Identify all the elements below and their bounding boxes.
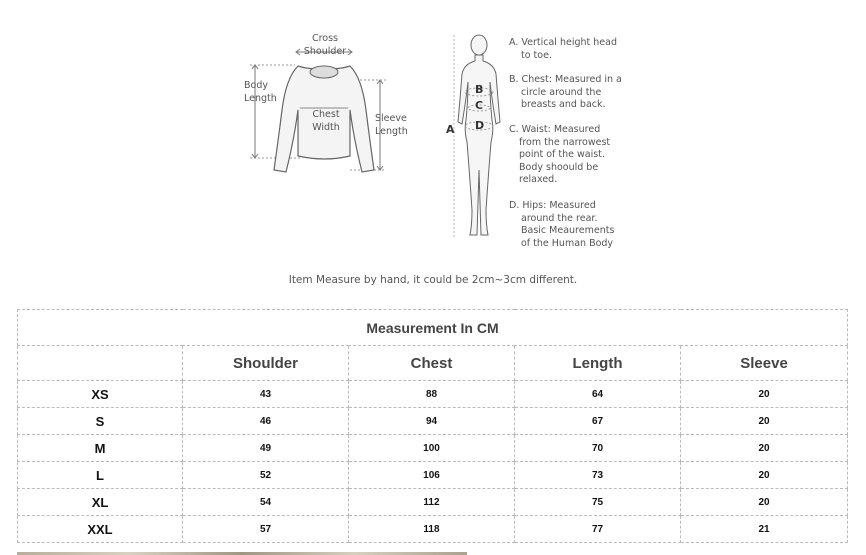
measurement-cell: 54 [183,489,349,516]
measurement-cell: 46 [183,408,349,435]
header-sleeve: Sleeve [681,346,848,381]
measurement-cell: 49 [183,435,349,462]
measure-footnote: Item Measure by hand, it could be 2cm~3cm different. [288,274,578,286]
letter-c: C [475,99,484,112]
measurement-cell: 100 [349,435,515,462]
size-label-cell: XXL [18,516,183,543]
measurement-cell: 57 [183,516,349,543]
table-row [18,489,848,516]
letter-d: D [475,119,485,132]
table-title: Measurement In CM [18,310,848,346]
measurement-cell: 67 [515,408,681,435]
measurement-cell: 77 [515,516,681,543]
measurement-cell: 75 [515,489,681,516]
measurement-cell: 64 [515,381,681,408]
letter-a: A [446,123,455,136]
note-d: D. Hips: Measured around the rear. Basic Meaurements of the Human Body [509,200,615,249]
note-b: B. Chest: Measured in a circle around the breasts and back. [509,74,622,110]
measurement-cell: 21 [681,516,848,543]
table-body [18,381,848,543]
cross-shoulder-label: Cross Shoulder [303,33,347,57]
note-a: A. Vertical height head to toe. [509,37,617,61]
letter-b: B [475,83,484,96]
size-label-cell: XS [18,381,183,408]
size-label-cell: S [18,408,183,435]
body-figure-illustration [450,30,510,245]
measurement-cell: 20 [681,489,848,516]
header-shoulder: Shoulder [183,346,349,381]
sleeve-length-label: Sleeve Length [375,113,408,137]
size-label-cell: L [18,462,183,489]
measurement-cell: 118 [349,516,515,543]
body-length-label: Body Length [244,80,277,104]
measurement-cell: 52 [183,462,349,489]
header-chest: Chest [349,346,515,381]
header-length: Length [515,346,681,381]
size-label-cell: M [18,435,183,462]
measurement-cell: 88 [349,381,515,408]
size-header-empty [18,346,183,381]
table-row [18,381,848,408]
table-row [18,462,848,489]
measurement-cell: 20 [681,435,848,462]
measurement-cell: 94 [349,408,515,435]
measurement-cell: 43 [183,381,349,408]
measurement-cell: 20 [681,381,848,408]
measurement-cell: 20 [681,408,848,435]
measurement-cell: 70 [515,435,681,462]
table-row [18,516,848,543]
measurement-cell: 106 [349,462,515,489]
note-c: C. Waist: Measured from the narrowest point of the waist. Body shoould be relaxed. [509,124,611,185]
table-row [18,435,848,462]
measurement-cell: 112 [349,489,515,516]
measurement-cell: 20 [681,462,848,489]
table-row [18,408,848,435]
measurement-cell: 73 [515,462,681,489]
size-label-cell: XL [18,489,183,516]
chest-width-label: Chest Width [312,109,340,133]
size-chart-table [17,309,848,543]
